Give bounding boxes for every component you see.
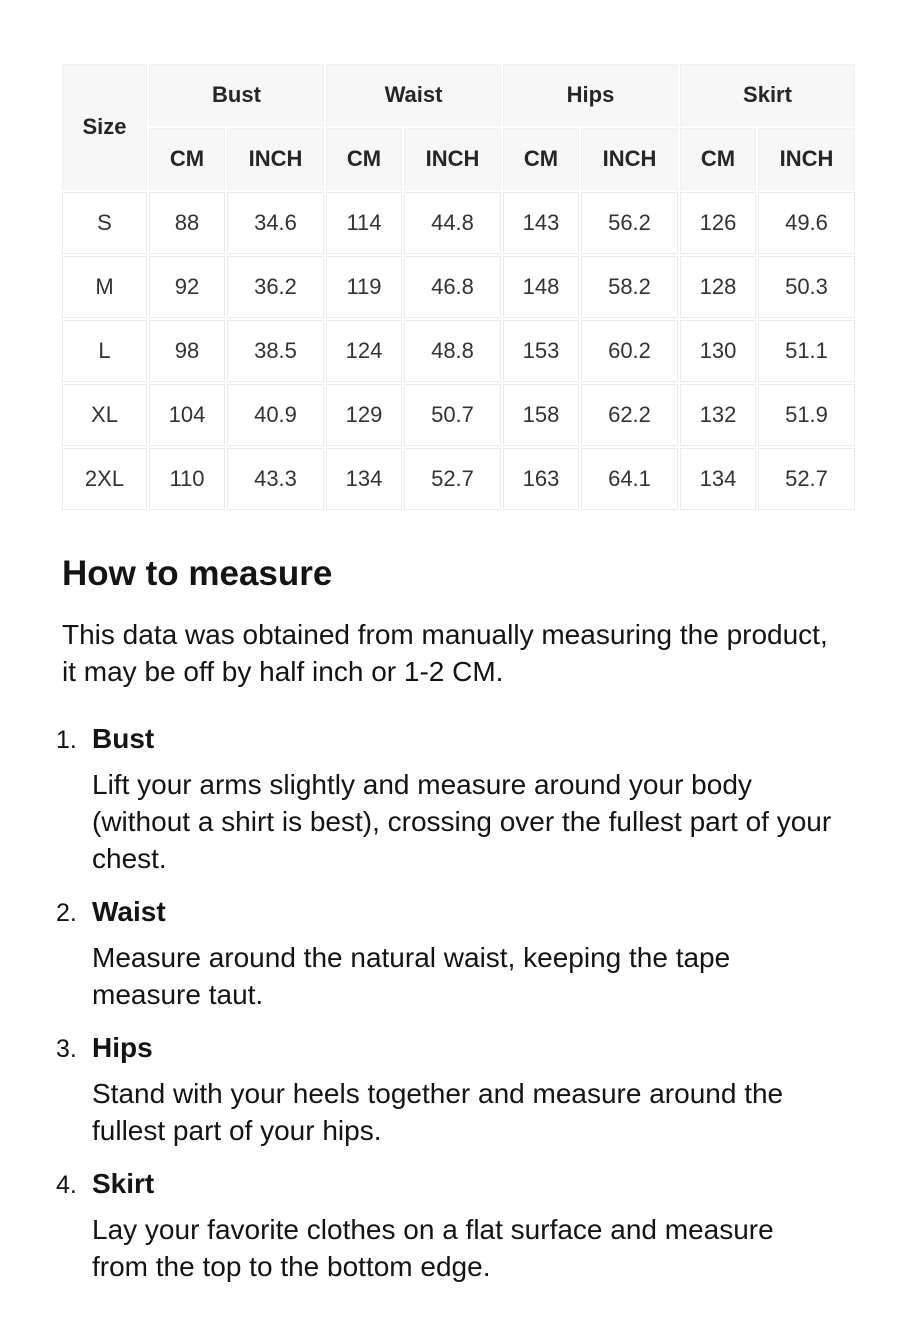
table-cell: 129	[326, 384, 402, 446]
step-term: Skirt	[92, 1168, 155, 1199]
table-cell: 34.6	[227, 192, 324, 254]
table-unit-header-row	[62, 128, 855, 190]
unit-header: CM	[326, 128, 402, 190]
step-description: Lay your favorite clothes on a flat surface and measure from the top to the bottom edge.	[92, 1214, 774, 1282]
group-header-skirt: Skirt	[680, 64, 855, 126]
size-cell: L	[62, 320, 147, 382]
unit-header: INCH	[227, 128, 324, 190]
table-cell: 124	[326, 320, 402, 382]
group-header-waist: Waist	[326, 64, 501, 126]
table-cell: 132	[680, 384, 756, 446]
group-header-bust: Bust	[149, 64, 324, 126]
table-cell: 48.8	[404, 320, 501, 382]
table-cell: 148	[503, 256, 579, 318]
table-cell: 51.9	[758, 384, 855, 446]
table-cell: 58.2	[581, 256, 678, 318]
how-to-measure-intro: This data was obtained from manually measuring the product, it may be off by half inch or 1-2 CM.	[62, 619, 828, 687]
unit-header: INCH	[581, 128, 678, 190]
table-cell: 64.1	[581, 448, 678, 510]
how-to-measure-title: How to measure	[62, 554, 333, 593]
table-cell: 128	[680, 256, 756, 318]
table-cell: 43.3	[227, 448, 324, 510]
table-cell: 104	[149, 384, 225, 446]
size-cell: S	[62, 192, 147, 254]
measure-step-waist	[56, 895, 858, 1031]
table-cell: 60.2	[581, 320, 678, 382]
table-cell: 49.6	[758, 192, 855, 254]
step-description: Measure around the natural waist, keeping the tape measure taut.	[92, 942, 731, 1010]
size-cell: M	[62, 256, 147, 318]
size-column-header: Size	[62, 64, 147, 190]
measure-step-skirt	[56, 1167, 858, 1303]
table-row	[62, 448, 855, 510]
step-description: Lift your arms slightly and measure around your body (without a shirt is best), crossing over the fullest part of your chest.	[92, 769, 832, 874]
table-group-header-row	[62, 64, 855, 126]
step-number: 3.	[56, 1035, 77, 1063]
unit-header: CM	[503, 128, 579, 190]
table-row	[62, 384, 855, 446]
step-term: Waist	[92, 896, 166, 927]
step-description: Stand with your heels together and measure around the fullest part of your hips.	[92, 1078, 784, 1146]
table-cell: 50.7	[404, 384, 501, 446]
unit-header: CM	[680, 128, 756, 190]
table-row	[62, 192, 855, 254]
table-cell: 40.9	[227, 384, 324, 446]
table-cell: 92	[149, 256, 225, 318]
table-cell: 153	[503, 320, 579, 382]
table-cell: 163	[503, 448, 579, 510]
size-chart-table	[60, 62, 857, 512]
table-cell: 126	[680, 192, 756, 254]
table-cell: 119	[326, 256, 402, 318]
table-row	[62, 256, 855, 318]
table-cell: 134	[680, 448, 756, 510]
table-cell: 134	[326, 448, 402, 510]
table-cell: 52.7	[404, 448, 501, 510]
table-cell: 38.5	[227, 320, 324, 382]
table-row	[62, 320, 855, 382]
size-cell: XL	[62, 384, 147, 446]
table-cell: 158	[503, 384, 579, 446]
step-number: 4.	[56, 1171, 77, 1199]
table-cell: 62.2	[581, 384, 678, 446]
step-number: 2.	[56, 899, 77, 927]
table-cell: 50.3	[758, 256, 855, 318]
table-cell: 98	[149, 320, 225, 382]
table-cell: 114	[326, 192, 402, 254]
table-cell: 56.2	[581, 192, 678, 254]
table-cell: 36.2	[227, 256, 324, 318]
measure-step-hips	[56, 1031, 858, 1167]
table-cell: 130	[680, 320, 756, 382]
table-cell: 46.8	[404, 256, 501, 318]
table-cell: 52.7	[758, 448, 855, 510]
unit-header: INCH	[758, 128, 855, 190]
unit-header: CM	[149, 128, 225, 190]
step-number: 1.	[56, 726, 77, 754]
table-cell: 88	[149, 192, 225, 254]
measure-step-bust	[56, 722, 858, 895]
table-cell: 143	[503, 192, 579, 254]
table-cell: 51.1	[758, 320, 855, 382]
group-header-hips: Hips	[503, 64, 678, 126]
measure-steps-list	[56, 722, 858, 1303]
step-term: Bust	[92, 723, 155, 754]
table-cell: 110	[149, 448, 225, 510]
step-term: Hips	[92, 1032, 153, 1063]
size-cell: 2XL	[62, 448, 147, 510]
unit-header: INCH	[404, 128, 501, 190]
table-cell: 44.8	[404, 192, 501, 254]
